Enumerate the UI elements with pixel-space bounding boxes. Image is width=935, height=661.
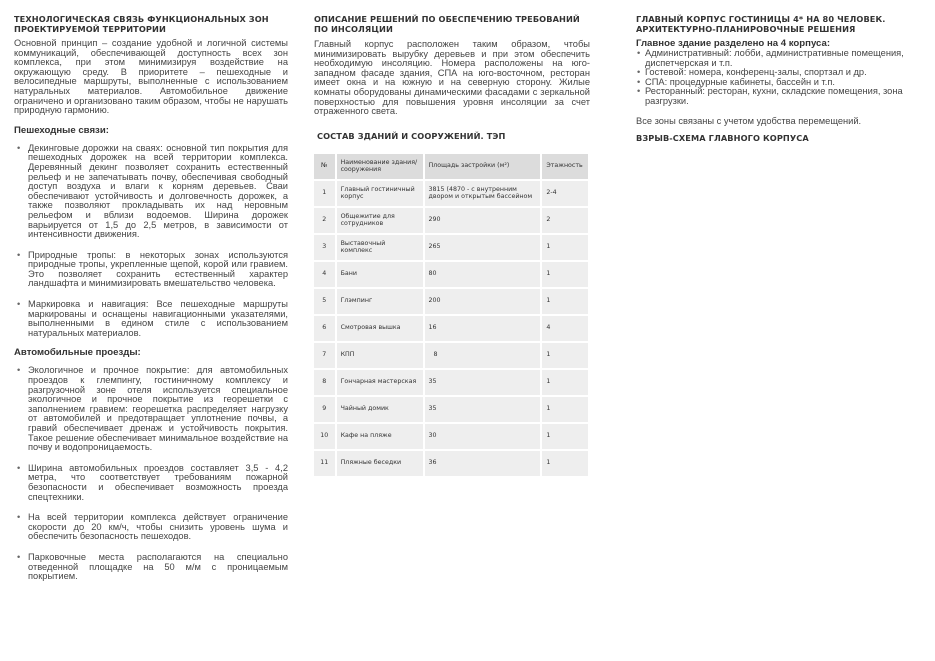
cell-name: Пляжные беседки — [337, 451, 423, 476]
table-row — [314, 370, 588, 395]
table-row — [314, 451, 588, 476]
cell-area: 200 — [425, 289, 541, 314]
list-item: • Ресторанный: ресторан, кухни, складские помещения, зона разгрузки. — [636, 87, 916, 106]
list-item: • Экологичное и прочное покрытие: для автомобильных проездов к глемпингу, гостиничному комплексу и разгрузочной зоне отеля используется специальное экологичное и прочное покрытие из георешетки с заполнением гравием: георешетка распределяет нагрузку от автомобилей и предотвращает уплотнение почвы, а гравий обеспечивает дренаж и устойчивость покрытия. Такое решение обеспечивает минимальное воздействие на почву и водопроницаемость. — [14, 366, 288, 452]
scheme-title: ВЗРЫВ-СХЕМА ГЛАВНОГО КОРПУСА — [636, 133, 809, 144]
cell-area: 16 — [425, 316, 541, 341]
cell-name: Общежитие для сотрудников — [337, 208, 423, 233]
cell-name: Глэмпинг — [337, 289, 423, 314]
insolation-section — [314, 14, 590, 478]
list-item: • Парковочные места располагаются на специально отведенной площадке на 50 м/м с проницаемым покрытием. — [14, 553, 288, 582]
cell-area: 30 — [425, 424, 541, 449]
cell-number: 4 — [314, 262, 335, 287]
list-item: • Декинговые дорожки на сваях: основной тип покрытия для пешеходных дорожек на всей территории комплекса. Деревянный декинг позволяет сохранить естественный рельеф и не запечатывать почву, обеспечивая свободный доступ воздуха и влаги к корням деревьев. Сваи обеспечивают устойчивость и долговечность дорожек, а также позволяют прокладывать их над неровным рельефом и вблизи водоемов. Ширина дорожек варьируется от 1,5 до 2,5 метров, в зависимости от интенсивности движения. — [14, 144, 288, 240]
cell-area: 35 — [425, 397, 541, 422]
table-row — [314, 208, 588, 233]
cell-floors: 1 — [542, 370, 588, 395]
table-row — [314, 343, 588, 368]
table-body — [314, 181, 588, 476]
section-title: ОПИСАНИЕ РЕШЕНИЙ ПО ОБЕСПЕЧЕНИЮ ТРЕБОВАНИЙ ПО ИНСОЛЯЦИИ — [314, 14, 580, 34]
cell-number: 10 — [314, 424, 335, 449]
cell-name: Гончарная мастерская — [337, 370, 423, 395]
cell-area: 35 — [425, 370, 541, 395]
cell-floors: 1 — [542, 235, 588, 260]
cell-floors: 1 — [542, 451, 588, 476]
cell-number: 7 — [314, 343, 335, 368]
list-item: • Природные тропы: в некоторых зонах используются природные тропы, укрепленные щепой, корой или гравием. Это позволяет сохранить естественный характер ландшафта и минимизировать вмешательство человека. — [14, 251, 288, 289]
header-cell-floors: Этажность — [542, 154, 588, 179]
header-cell-name: Наименование здания/ сооружения — [337, 154, 423, 179]
insolation-paragraph: Главный корпус расположен таким образом, чтобы минимизировать вырубку деревьев и при этом обеспечить необходимую инсоляцию. Номера расположены на юго-западном фасаде здания, СПА на юго-восточном, ресторан имеет окна и на южную и на северную сторону. Жилые комнаты оборудованы динамическими фасадами с зеркальной поверхностью для повышения уровня инсоляции за счет отраженного света. — [314, 39, 590, 117]
cell-name: Смотровая вышка — [337, 316, 423, 341]
cell-number: 6 — [314, 316, 335, 341]
section-title: ТЕХНОЛОГИЧЕСКАЯ СВЯЗЬ ФУНКЦИОНАЛЬНЫХ ЗОН ПРОЕКТИРУЕМОЙ ТЕРРИТОРИИ — [14, 14, 269, 34]
table-title: СОСТАВ ЗДАНИЙ И СООРУЖЕНИЙ. ТЭП — [317, 130, 506, 141]
cell-area: 3815 (4870 - с внутренним двором и открытым бассейном — [425, 181, 541, 206]
cell-area: 265 — [425, 235, 541, 260]
cell-number: 5 — [314, 289, 335, 314]
cell-area: 290 — [425, 208, 541, 233]
cell-name: Главный гостиничный корпус — [337, 181, 423, 206]
cell-number: 2 — [314, 208, 335, 233]
section-title — [636, 14, 916, 34]
buildings-table — [312, 152, 590, 478]
cell-number: 8 — [314, 370, 335, 395]
subheading: Главное здание разделено на 4 корпуса: — [636, 38, 831, 49]
cell-floors: 2-4 — [542, 181, 588, 206]
auto-list — [14, 366, 288, 581]
list-item: • Гостевой: номера, конференц-залы, спортзал и др. — [636, 68, 916, 78]
list-item: • Маркировка и навигация: Все пешеходные маршруты маркированы и оснащены навигационными указателями, выполненными в едином стиле с использованием натуральных материалов. — [14, 300, 288, 338]
title-line-2: АРХИТЕКТУРНО-ПЛАНИРОВОЧНЫЕ РЕШЕНИЯ — [636, 24, 856, 34]
table-row — [314, 262, 588, 287]
cell-floors: 2 — [542, 208, 588, 233]
cell-floors: 1 — [542, 343, 588, 368]
list-item: • Ширина автомобильных проездов составляет 3,5 - 4,2 метра, что соответствует требованиям пожарной безопасности и обеспечивает возможность проезда спецтехники. — [14, 464, 288, 502]
functional-zones-section — [14, 14, 288, 582]
cell-floors: 4 — [542, 316, 588, 341]
list-item: • Административный: лобби, административные помещения, диспетчерская и т.п. — [636, 49, 916, 68]
cell-number: 1 — [314, 181, 335, 206]
main-building-section — [636, 14, 916, 143]
auto-heading: Автомобильные проезды: — [14, 347, 141, 359]
pedestrian-list — [14, 144, 288, 339]
table-row — [314, 181, 588, 206]
zones-note: Все зоны связаны с учетом удобства перемещений. — [636, 115, 862, 126]
cell-area: 80 — [425, 262, 541, 287]
cell-floors: 1 — [542, 262, 588, 287]
header-cell-number: № — [314, 154, 335, 179]
pedestrian-heading: Пешеходные связи: — [14, 124, 109, 136]
cell-area: 8 — [425, 343, 541, 368]
list-item: • На всей территории комплекса действует ограничение скорости до 20 км/ч, чтобы снизить уровень шума и обеспечить безопасность пешеходов. — [14, 513, 288, 542]
table-header-row — [314, 154, 588, 179]
table-row — [314, 397, 588, 422]
table-row — [314, 316, 588, 341]
cell-name: Бани — [337, 262, 423, 287]
table-row — [314, 424, 588, 449]
table-row — [314, 289, 588, 314]
cell-floors: 1 — [542, 424, 588, 449]
header-cell-area: Площадь застройки (м²) — [425, 154, 541, 179]
intro-paragraph: Основной принцип – создание удобной и логичной системы коммуникаций, обеспечивающей доступность всех зон комплекса, при этом минимизируя воздействие на окружающую среду. В приоритете – пешеходные и велосипедные маршруты, выполненные с использованием натуральных материалов. Автомобильное движение ограничено и организовано таким образом, чтобы не нарушать природную гармонию. — [14, 38, 288, 116]
table-row — [314, 235, 588, 260]
cell-number: 11 — [314, 451, 335, 476]
cell-number: 3 — [314, 235, 335, 260]
title-line-1: ГЛАВНЫЙ КОРПУС ГОСТИНИЦЫ 4* НА 80 ЧЕЛОВЕК. — [636, 14, 886, 24]
cell-floors: 1 — [542, 397, 588, 422]
list-item: • СПА: процедурные кабинеты, бассейн и т.п. — [636, 78, 916, 88]
cell-name: Чайный домик — [337, 397, 423, 422]
cell-name: Кафе на пляже — [337, 424, 423, 449]
cell-area: 36 — [425, 451, 541, 476]
building-parts-list — [636, 49, 916, 107]
cell-name: КПП — [337, 343, 423, 368]
cell-number: 9 — [314, 397, 335, 422]
cell-name: Выставочный комплекс — [337, 235, 423, 260]
cell-floors: 1 — [542, 289, 588, 314]
